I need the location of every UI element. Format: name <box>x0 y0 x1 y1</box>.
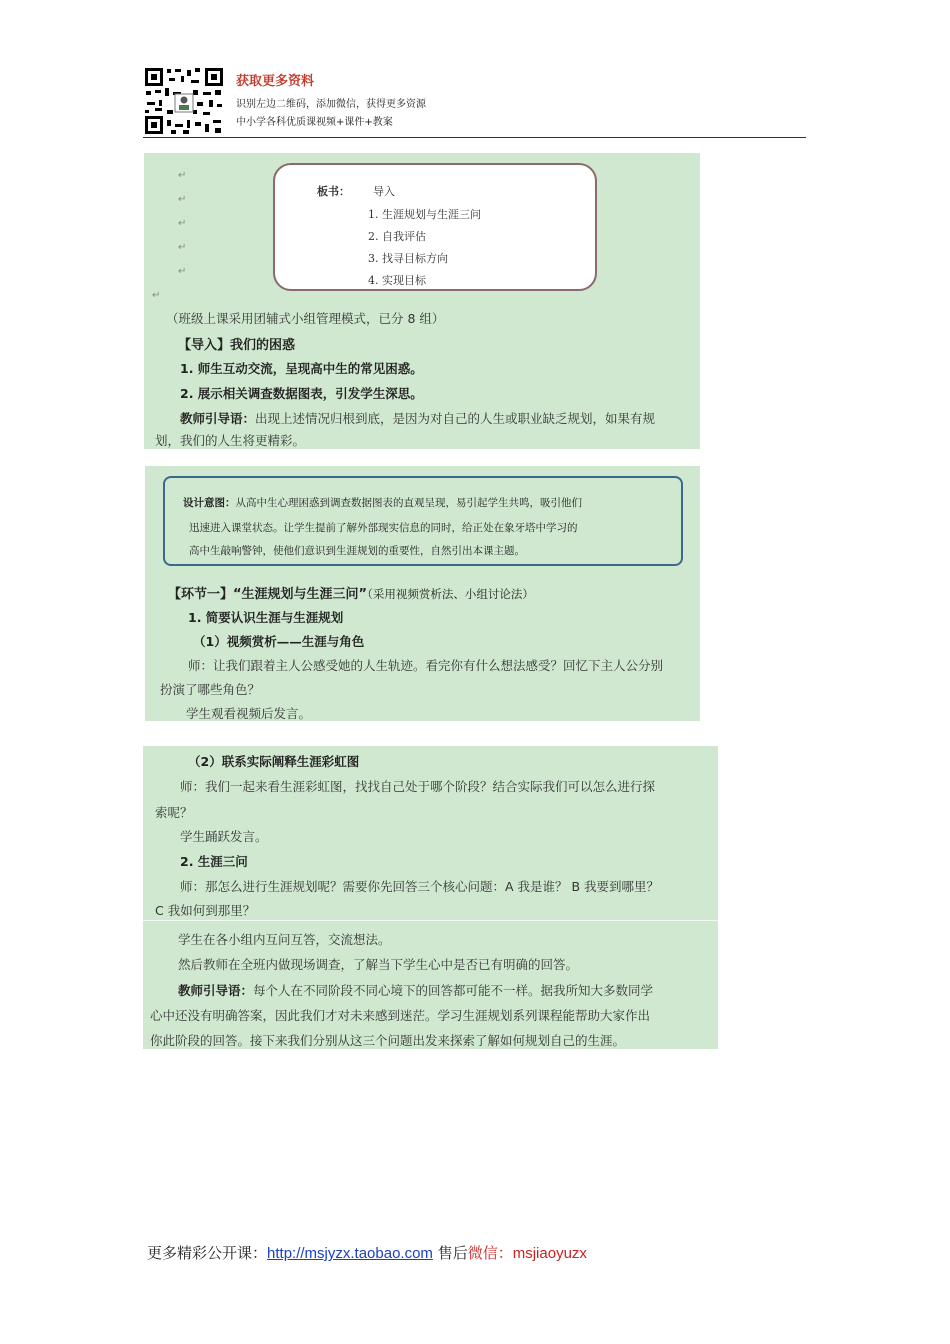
blackboard-outline <box>273 163 597 291</box>
design-line: 迅速进入课堂状态。让学生提前了解外部现实信息的同时，给正处在象牙塔中学习的 <box>189 522 578 534</box>
rainbow-heading: （2）联系实际阐释生涯彩虹图 <box>188 754 360 769</box>
board-item: 2. 自我评估 <box>368 230 426 243</box>
footer <box>147 1242 587 1263</box>
paragraph-mark-icon: ↵ <box>178 194 187 205</box>
design-intent-banner <box>163 476 683 566</box>
paragraph-mark-icon: ↵ <box>152 290 161 301</box>
paragraph-mark-icon: ↵ <box>178 170 187 181</box>
rainbow-text: 索呢？ <box>155 805 193 820</box>
teacher-guide-2 <box>178 981 653 999</box>
design-line: 从高中生心理困惑到调查数据图表的直观呈现，易引起学生共鸣，吸引他们 <box>235 497 582 509</box>
section-one-text: 学生观看视频后发言。 <box>186 706 312 721</box>
paragraph-mark-icon: ↵ <box>178 242 187 253</box>
wechat-id: msjiaoyuzx <box>512 1245 587 1262</box>
three-questions-heading: 2. 生涯三问 <box>180 854 248 869</box>
section-one-text: 师：让我们跟着主人公感受她的人生轨迹。看完你有什么想法感受？回忆下主人公分别 <box>188 658 664 673</box>
teacher-guide-1 <box>180 409 655 427</box>
paragraph-mark-icon: ↵ <box>178 218 187 229</box>
intro-point-1: 1. 师生互动交流，呈现高中生的常见困惑。 <box>180 361 423 376</box>
teacher-guide-2-cont: 你此阶段的回答。接下来我们分别从这三个问题出发来探索了解如何规划自己的生涯。 <box>150 1033 626 1048</box>
header-line-2: 中小学各科优质课视频+课件+教案 <box>236 117 393 128</box>
board-item: 4. 实现目标 <box>368 274 426 287</box>
teacher-guide-label: 教师引导语： <box>178 983 254 998</box>
footer-prefix: 更多精彩公开课： <box>147 1244 268 1262</box>
three-questions-text: 师：那怎么进行生涯规划呢？需要你先回答三个核心问题：A 我是谁？ B 我要到哪里？ <box>180 879 660 894</box>
board-item: 导入 <box>373 185 395 198</box>
paragraph-mark-icon: ↵ <box>178 266 187 277</box>
class-note: （班级上课采用团辅式小组管理模式，已分 8 组） <box>166 311 445 326</box>
intro-heading: 【导入】我们的困惑 <box>178 338 296 353</box>
three-questions-text: 学生在各小组内互问互答，交流想法。 <box>178 932 391 947</box>
footer-after: 售后 <box>432 1244 468 1262</box>
three-questions-text: 然后教师在全班内做现场调查，了解当下学生心中是否已有明确的回答。 <box>178 957 579 972</box>
section-one-sub-1a: （1）视频赏析——生涯与角色 <box>193 634 365 649</box>
design-line: 高中生敲响警钟，使他们意识到生涯规划的重要性，自然引出本课主题。 <box>189 545 525 557</box>
rainbow-text: 师：我们一起来看生涯彩虹图，找找自己处于哪个阶段？结合实际我们可以怎么进行探 <box>180 779 656 794</box>
header-title: 获取更多资料 <box>236 74 315 89</box>
teacher-guide-2-cont: 心中还没有明确答案，因此我们才对未来感到迷茫。学习生涯规划系列课程能帮助大家作出 <box>150 1008 651 1023</box>
teacher-guide-label: 教师引导语： <box>180 411 256 426</box>
teacher-guide-1-cont: 划，我们的人生将更精彩。 <box>155 433 306 448</box>
section-one-sub-1: 1. 简要认识生涯与生涯规划 <box>188 610 344 625</box>
rainbow-text: 学生踊跃发言。 <box>180 829 268 844</box>
header-divider <box>143 137 806 138</box>
section-one-heading: 【环节一】“生涯规划与生涯三问”（采用视频赏析法、小组讨论法） <box>168 587 534 602</box>
intro-point-2: 2. 展示相关调查数据图表，引发学生深思。 <box>180 386 423 401</box>
teacher-guide-text: 出现上述情况归根到底，是因为对自己的人生或职业缺乏规划，如果有规 <box>255 411 656 426</box>
board-item: 3. 找寻目标方向 <box>368 252 448 265</box>
teacher-guide-text: 每个人在不同阶段不同心境下的回答都可能不一样。据我所知大多数同学 <box>253 983 654 998</box>
section-one-text: 扮演了哪些角色？ <box>160 682 261 697</box>
header-line-1: 识别左边二维码，添加微信，获得更多资源 <box>236 99 426 110</box>
wechat-label: 微信： <box>467 1244 513 1262</box>
design-label: 设计意图： <box>183 497 236 509</box>
panel-divider <box>143 920 718 921</box>
qr-code-icon <box>143 66 225 136</box>
three-questions-text: C 我如何到那里？ <box>155 903 256 918</box>
store-link[interactable]: http://msjyzx.taobao.com <box>267 1245 433 1262</box>
board-label: 板书： <box>317 185 350 198</box>
board-item: 1. 生涯规划与生涯三问 <box>368 208 481 221</box>
